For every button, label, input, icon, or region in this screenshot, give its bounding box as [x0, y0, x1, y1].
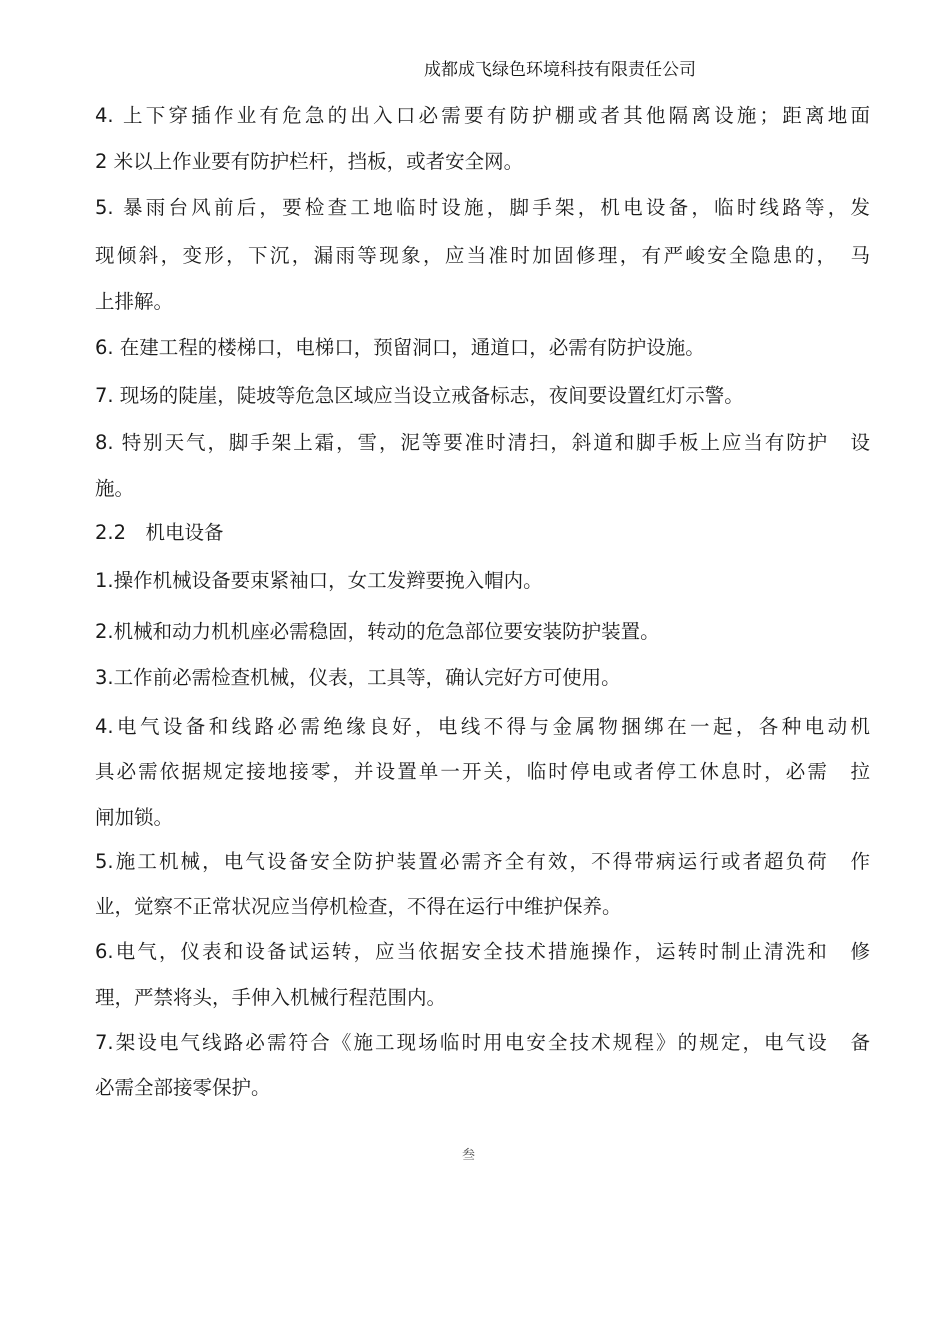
- text-line: 4.电气设备和线路必需绝缘良好，电线不得与金属物捆绑在一起，各种电动机: [95, 715, 870, 738]
- text-line: 闸加锁。: [95, 806, 174, 829]
- text-line: 8. 特别天气，脚手架上霜，雪，泥等要准时清扫，斜道和脚手板上应当有防护 设: [95, 431, 870, 454]
- text-line: 业，觉察不正常状况应当停机检查，不得在运行中维护保养。: [95, 895, 622, 918]
- section-heading: 2.2 机电设备: [95, 521, 224, 544]
- text-line: 理，严禁将头，手伸入机械行程范围内。: [95, 986, 447, 1009]
- text-line: 上排解。: [95, 290, 174, 313]
- text-line: 1.操作机械设备要束紧袖口，女工发辫要挽入帽内。: [95, 569, 543, 592]
- text-line: 5. 暴雨台风前后，要检查工地临时设施，脚手架，机电设备，临时线路等，发: [95, 196, 870, 219]
- text-line: 具必需依据规定接地接零，并设置单一开关，临时停电或者停工休息时，必需 拉: [95, 760, 870, 783]
- text-line: 2.机械和动力机机座必需稳固，转动的危急部位要安装防护装置。: [95, 620, 660, 643]
- text-line: 3.工作前必需检查机械，仪表，工具等，确认完好方可使用。: [95, 666, 621, 689]
- text-line: 5.施工机械，电气设备安全防护装置必需齐全有效，不得带病运行或者超负荷 作: [95, 850, 870, 873]
- text-line: 施。: [95, 477, 135, 500]
- text-line: 2 米以上作业要有防护栏杆，挡板，或者安全网。: [95, 150, 524, 173]
- text-line: 7.架设电气线路必需符合《施工现场临时用电安全技术规程》的规定，电气设 备: [95, 1031, 870, 1054]
- text-line: 必需全部接零保护。: [95, 1076, 271, 1099]
- text-line: 4. 上下穿插作业有危急的出入口必需要有防护棚或者其他隔离设施；距离地面: [95, 104, 870, 127]
- text-line: 6.电气，仪表和设备试运转，应当依据安全技术措施操作，运转时制止清洗和 修: [95, 940, 870, 963]
- header-company-name: 成都成飞绿色环境科技有限责任公司: [424, 60, 696, 80]
- page-number: 叁: [462, 1148, 476, 1163]
- text-line: 7. 现场的陡崖，陡坡等危急区域应当设立戒备标志，夜间要设置红灯示警。: [95, 384, 744, 407]
- text-line: 现倾斜，变形，下沉，漏雨等现象，应当准时加固修理，有严峻安全隐患的， 马: [95, 244, 870, 267]
- text-line: 6. 在建工程的楼梯口，电梯口，预留洞口，通道口，必需有防护设施。: [95, 336, 705, 359]
